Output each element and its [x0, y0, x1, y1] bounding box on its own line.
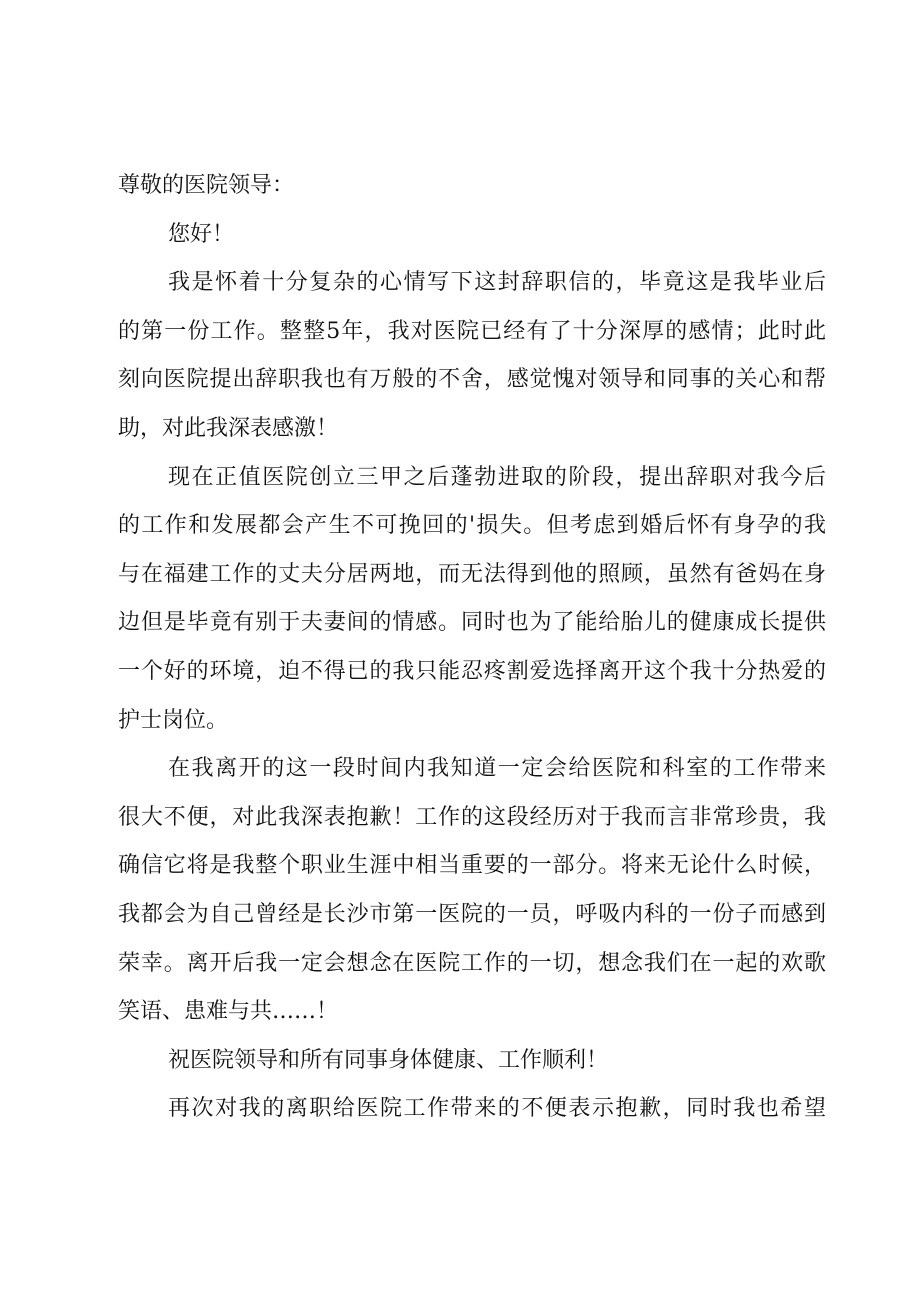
paragraph — [118, 745, 826, 1037]
paragraph-line: 护士岗位。 — [118, 707, 229, 733]
paragraph-line: 我都会为自己曾经是长沙市第一医院的一员，呼吸内科的一份子而感到 — [118, 901, 826, 927]
paragraph-line: 一个好的环境，迫不得已的我只能忍疼割爱选择离开这个我十分热爱的 — [118, 658, 826, 684]
paragraph — [118, 259, 826, 453]
paragraph-line: 我是怀着十分复杂的心情写下这封辞职信的，毕竟这是我毕业后 — [168, 270, 826, 296]
paragraph-line: 与在福建工作的丈夫分居两地，而无法得到他的照顾，虽然有爸妈在身 — [118, 561, 826, 587]
paragraph-line: 边但是毕竟有别于夫妻间的情感。同时也为了能给胎儿的健康成长提供 — [118, 610, 826, 636]
paragraph-line: 祝医院领导和所有同事身体健康、工作顺利！ — [168, 1047, 609, 1073]
paragraph-line: 荣幸。离开后我一定会想念在医院工作的一切，想念我们在一起的欢歌 — [118, 950, 826, 976]
salutation: 尊敬的医院领导： — [118, 173, 295, 198]
paragraph — [118, 1037, 826, 1086]
paragraph-line: 助，对此我深表感激！ — [118, 415, 339, 441]
paragraph — [118, 454, 826, 746]
letter-body — [118, 162, 826, 1134]
paragraph-line: 的第一份工作。整整5年，我对医院已经有了十分深厚的感情；此时此 — [118, 318, 826, 344]
paragraph-line: 现在正值医院创立三甲之后蓬勃进取的阶段，提出辞职对我今后 — [168, 464, 826, 490]
paragraph-line: 很大不便，对此我深表抱歉！工作的这段经历对于我而言非常珍贵，我 — [118, 804, 826, 830]
paragraph-line: 笑语、患难与共……！ — [118, 999, 339, 1025]
paragraph — [118, 1085, 826, 1134]
greeting: 您好！ — [168, 221, 235, 247]
paragraph-line: 的工作和发展都会产生不可挽回的'损失。但考虑到婚后怀有身孕的我 — [118, 513, 826, 539]
paragraph-line: 确信它将是我整个职业生涯中相当重要的一部分。将来无论什么时候， — [118, 853, 826, 879]
paragraph-line: 在我离开的这一段时间内我知道一定会给医院和科室的工作带来 — [168, 756, 826, 782]
paragraph-line: 再次对我的离职给医院工作带来的不便表示抱歉，同时我也希望 — [168, 1096, 826, 1122]
paragraph-line: 刻向医院提出辞职我也有万般的不舍，感觉愧对领导和同事的关心和帮 — [118, 367, 826, 393]
